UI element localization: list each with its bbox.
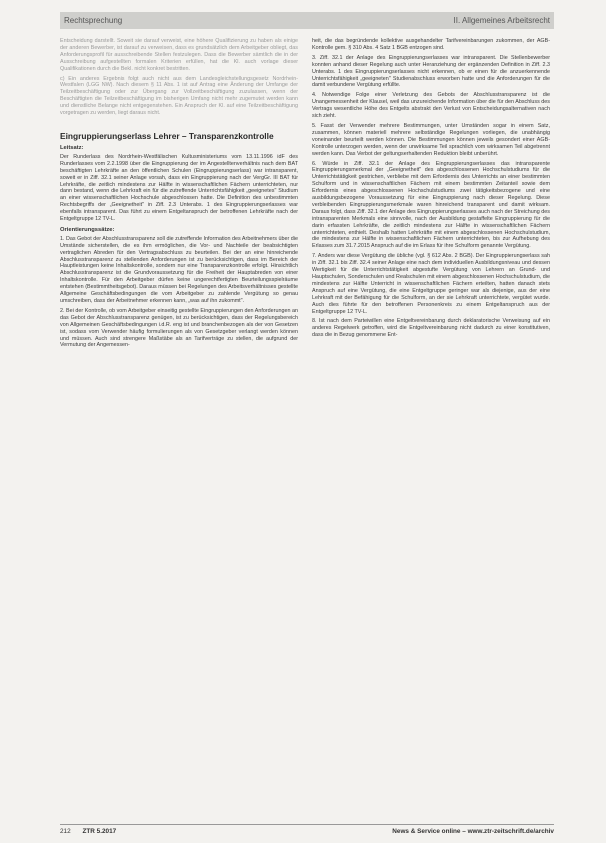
header-chapter: II. Allgemeines Arbeitsrecht (453, 16, 550, 25)
header-section: Rechtsprechung (64, 16, 123, 25)
body-paragraph: 7. Anders war diese Vergütung die übliche (vgl. § 612 Abs. 2 BGB). Der Eingruppierungserlass sah in Ziff. 32.1 bis Ziff. 32.4 seiner Anlage eine nach dem individuellen Ausbildungsniveau und dessen Wertigkeit für die Unterrichtstätigkeit abgestufte Vergütung von Lehrern an Grund- und Hauptschulen, Sonderschulen und Realschulen mit einem abgeschlossenen Hochschulstudium, die mindestens zur Hälfte Unterricht in wissenschaftlichen Fächern erteilten, hatten danach stets Anspruch auf eine Vergütung, die eine Entgeltgruppe geringer war als diejenige, aus der eine Lehrkraft mit der Befähigung für die Schulform, an der sie Lehrkraft unterrichtete, vergütet wurde. Auch dies führte für den betroffenen Personenkreis zu einem Entgeltanspruch aus der Entgeltgruppe 12 TV-L. (312, 253, 550, 315)
leitsatz-label: Leitsatz: (60, 144, 84, 151)
left-column (60, 38, 298, 352)
running-header (60, 12, 554, 29)
body-paragraph: 4. Notwendige Folge einer Verletzung des Gebots der Abschlusstransparenz ist die Unangemessenheit der Klausel, weil das unzureichende Information über die für den Abschluss des Vertrags wesentliche Höhe des Entgelts abstrakt den Verlust von Entscheidungsalternativen nach sich zieht. (312, 92, 550, 120)
journal-issue: ZTR 5.2017 (82, 828, 117, 835)
body-paragraph: 5. Fasst der Verwender mehrere Bestimmungen, unter Umständen sogar in einem Satz, zusammen, können materiell mehrere selbständige Regelungen vorliegen, die unabhängig voneinander beurteilt werden können. Die Bestimmungen können jeweils gesondert einer AGB-Kontrolle unterzogen werden, wenn der unwirksame Teil sprachlich vom wirksamen Teil abgetrennt werden kann. Das Verbot der geltungserhaltenden Reduktion bleibt unberührt. (312, 122, 550, 157)
article-heading: Eingruppierungserlass Lehrer – Transparenzkontrolle (60, 130, 274, 141)
orientierung-label: Orientierungssätze: (60, 226, 115, 233)
footer-link[interactable]: News & Service online – www.ztr-zeitschrift.de/archiv (392, 828, 554, 835)
body-paragraph: 3. Ziff. 32.1 der Anlage des Eingruppierungserlasses war intransparent. Die Stellenbewerber konnten anhand dieser Regelung auch unter Heranziehung der ergänzenden Definition in Ziff. 2.3 Unterabs. 1 des Eingruppierungserlasses nicht erkennen, ob er einen für die anzuerkennende Unterrichtsfähigkeit „geeigneten" Studienabschluss erworben hatte und die Anforderungen für die damit verbundene Vergütung erfüllte. (312, 54, 550, 89)
intro-paragraph: Entscheidung darstellt. Soweit sie darauf verweist, eine höhere Qualifizierung zu haben als einige der anderen Bewerber, ist darauf zu verweisen, dass es grundsätzlich dem Arbeitgeber obliegt, das Anforderungsprofil für ausschreibende Stellen festzulegen. Dass die Bewerber sämtlich die in der Ausschreibung aufgestellten formalen Kriterien erfüllen, hat die Kl. auch vorlage dieser Qualifikationen durch die Bekl. nicht konkret bestritten. (60, 38, 298, 72)
orientierung-paragraph: 1. Das Gebot der Abschlusstransparenz soll die zutreffende Information des Arbeitnehmers über die Umstände sicherstellen, die es ihm ermöglichen, die Vor- und Nachteile der beabsichtigten vertraglichen Abreden für den Vertragsabschluss zu beurteilen. Bei der an eine hinreichende Abschlusstransparenz zu stellenden Anforderungen ist zu berücksichtigen, dass im Bereich der Hauptleistungen keine Inhaltskontrolle, sondern nur eine Transparenzkontrolle erfolgt. Hinsichtlich Abschlusstransparenz ist die Grundvoraussetzung für die Freiheit der Hauptabreden von einer Inhaltskontrolle. Für den Arbeitgeber dürfen keine ungerechtfertigten Beurteilungsspielräume entstehen (Bestimmtheitsgebot). Daraus müssen bei Regelungen des Arbeitsverhältnisses gestellte Allgemeine Geschäftsbedingungen die vom Arbeitgeber zu zahlende Vergütung so genau umschreiben, dass der Arbeitnehmer erkennen kann, „was auf ihn zukommt". (60, 235, 298, 304)
page-number: 212 (60, 828, 71, 835)
body-paragraph: 6. Würde in Ziff. 32.1 der Anlage des Eingruppierungserlasses das intransparente Eingruppierungsmerkmal der „Geeignetheit" des abgeschlossenen Hochschulstudiums für die Unterrichtstätigkeit gestrichen, verbliebe mit dem Erfordernis des Unterrichts an einer bestimmten Schulform und in wissenschaftlichen Fächern mit einem bestimmten Zeitanteil sowie dem Erfordernis eines abgeschlossenen Hochschulstudiums zwei tätigkeitsbezogene und eine ausbildungsbezogene Voraussetzung für eine Eingruppierung nach dieser Regelung. Diese verbleibenden Eingruppierungsmerkmale waren hinreichend transparent und damit wirksam. Daraus folgt, dass Ziff. 32.1 der Anlage des Eingruppierungserlasses auch nach der Streichung des intransparenten Merkmals eine sinnvolle, nach der Ausbildung gestaffelte Eingruppierung für die darin erfassten Lehrkräfte, die zeitlich mindestens zur Hälfte in wissenschaftlichen Fächern unterrichteten, enthielt. Deshalb hatten Lehrkräfte mit einem abgeschlossenen Hochschulstudium, die mindestens zur Hälfte in wissenschaftlichen Fächern unterrichteten, bis zur Aufhebung des Erlasses zum 31.7.2015 Anspruch auf die im Erlass für ihre Schulform genannte Vergütung. (312, 160, 550, 250)
right-column (312, 38, 550, 342)
body-paragraph: heit, die das begründende kollektive ausgehandelter Tarifvereinbarungen zukommen, der AGB-Kontrolle gem. § 310 Abs. 4 Satz 1 BGB entzogen sind. (312, 38, 550, 51)
intro-paragraph: c) Ein anderes Ergebnis folgt auch nicht aus dem Landesgleichstellungsgesetz Nordrhein-Westfalen (LGG NW). Nach diesem § 11 Abs. 1 ist auf Antrag eine Änderung der Umfange der Teilzeitbeschäftigung oder zur Übergang zur Vollzeitbeschäftigung zuzulassen, wenn der Beschäftigten die Teilzeitbeschäftigung im bisherigen Umfang nicht mehr zugemutet werden kann und dienstliche Belange nicht entgegenstehen. Ein Anspruch der Kl. auf eine Teilzeitbeschäftigung vorgetragen zu werden, liegt daraus nicht. (60, 75, 298, 117)
footer-left (60, 828, 126, 835)
orientierung-paragraph: 2. Bei der Kontrolle, ob vom Arbeitgeber einseitig gestellte Eingruppierungen den Anforderungen an das Gebot der Abschlusstransparenz genügen, ist zu berücksichtigen, dass der Regelungsbereich von Allgemeinen Geschäftsbedingungen i.d.R. eng ist und branchenbezogen als der von Gesetzen ist, sodass vom Verwender häufig formulierungen als von Gesetzgeber verlangt werden können und müssen. Auch sind strengere Maßstäbe als an Tarifverträge zu stellen, die aufgrund der Vermutung der Angemessen- (60, 307, 298, 349)
body-paragraph: 8. Ist nach dem Parteiwillen eine Entgeltvereinbarung durch deklaratorische Verweisung auf ein anderes Regelwerk getroffen, wird die Entgeltvereinbarung nicht dadurch zu einer konstitutiven, dass die in Bezug genommene Ent- (312, 318, 550, 339)
leitsatz-text: Der Runderlass des Nordrhein-Westfälischen Kultusministeriums vom 13.11.1996 idF des Runderlasses vom 2.2.1998 über die Eingruppierung der im Angestelltenverhältnis nach dem BAT beschäftigten Lehrkräfte an den öffentlichen Schulen (Eingruppierungserlass) war intransparent, soweit er in Ziff. 32.1 seiner Anlage vorsah, dass ein Eingruppierung nach der VergGr. III BAT für Lehrkräfte, die zeitlich mindestens zur Hälfte in wissenschaftlichen Fächern unterrichteten, nur dann bestand, wenn die Lehrkraft ein für die zutreffende Unterrichtsfähigkeit „geeignetes" Studium an einer wissenschaftlichen Hochschule abgeschlossen hatte. Die Definition des unbestimmten Rechtsbegriffs der „Geeignetheit" in Ziff. 2.3 Unterabs. 1 des Eingruppierungserlasses war ebenfalls intransparent. Das führt zu einem Entgeltanspruch der betroffenen Lehrkräfte nach der Entgeltgruppe 12 TV-L. (60, 153, 298, 223)
page-footer (60, 824, 554, 835)
